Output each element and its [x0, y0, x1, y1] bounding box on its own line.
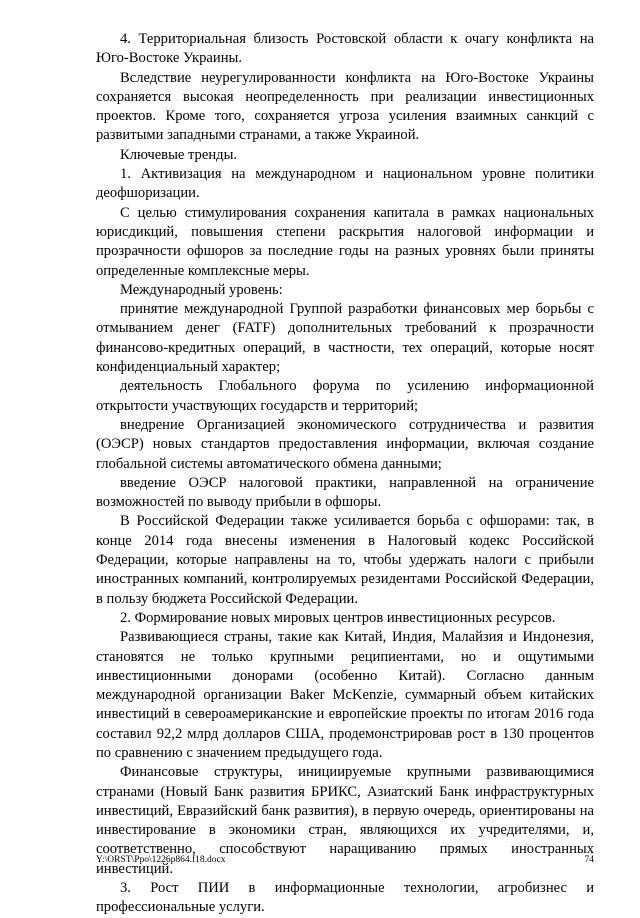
paragraph: принятие международной Группой разработки финансовых мер борьбы с отмыванием денег (FATF) дополнительных требований к прозрачности финансово-кредитных операций, в частности, тех операций, которые носят конфиденциальный характер;	[96, 301, 594, 376]
paragraph: Международный уровень:	[120, 281, 283, 298]
body-text	[96, 30, 594, 918]
paragraph: деятельность Глобального форума по усилению информационной открытости участвующих государств и территорий;	[96, 378, 594, 414]
paragraph: Вследствие неурегулированности конфликта на Юго-Востоке Украины сохраняется высокая неопределенность при реализации инвестиционных проектов. Кроме того, сохраняется угроза усиления взаимных санкций с развитыми западными странами, а также Украиной.	[96, 69, 594, 144]
paragraph: 3. Рост ПИИ в информационные технологии, агробизнес и профессиональные услуги.	[96, 880, 594, 916]
page-footer	[96, 855, 594, 865]
paragraph: Развивающиеся страны, такие как Китай, Индия, Малайзия и Индонезия, становятся не только крупными реципиентами, но и ощутимыми инвестиционными донорами (особенно Китай). Согласно данным международной организации Baker McKenzie, суммарный объем китайских инвестиций в североамериканские и европейские проекты по итогам 2016 года составил 92,2 млрд долларов США, продемонстрировав рост в 130 процентов по сравнению с значением предыдущего года.	[96, 629, 594, 761]
paragraph: 1. Активизация на международном и национальном уровне политики деофшоризации.	[96, 166, 594, 202]
paragraph: введение ОЭСР налоговой практики, направленной на ограничение возможностей по выводу прибыли в офшоры.	[96, 474, 594, 511]
file-path: Y:\ORST\Ppo\1226p864.f18.docx	[96, 855, 226, 865]
paragraph: Ключевые тренды.	[120, 146, 238, 163]
paragraph: внедрение Организацией экономического сотрудничества и развития (ОЭСР) новых стандартов предоставления информации, включая создание глобальной системы автоматического обмена данными;	[96, 416, 594, 472]
paragraph: Финансовые структуры, инициируемые крупными развивающимися странами (Новый Банк развития БРИКС, Азиатский Банк инфраструктурных инвестиций, Евразийский банк развития), в первую очередь, ориентированы на инвестирование в экономики стран, являющихся их учредителями, и, соответственно, способствуют наращиванию прямых иностранных инвестиций.	[96, 764, 594, 877]
paragraph: 2. Формирование новых мировых центров инвестиционных ресурсов.	[120, 609, 556, 626]
paragraph: С целью стимулирования сохранения капитала в рамках национальных юрисдикций, повышения степени раскрытия налоговой информации и прозрачности офшоров за последние годы на разных уровнях были приняты определенные комплексные меры.	[96, 204, 594, 279]
paragraph: 4. Территориальная близость Ростовской области к очагу конфликта на Юго-Востоке Украины.	[96, 31, 594, 67]
page-number: 74	[584, 855, 594, 865]
paragraph: В Российской Федерации также усиливается борьба с офшорами: так, в конце 2014 года внесены изменения в Налоговый кодекс Российской Федерации, которые направлены на то, чтобы удержать налоги с прибыли иностранных компаний, контролируемых резидентами Российской Федерации, в пользу бюджета Российской Федерации.	[96, 513, 594, 607]
